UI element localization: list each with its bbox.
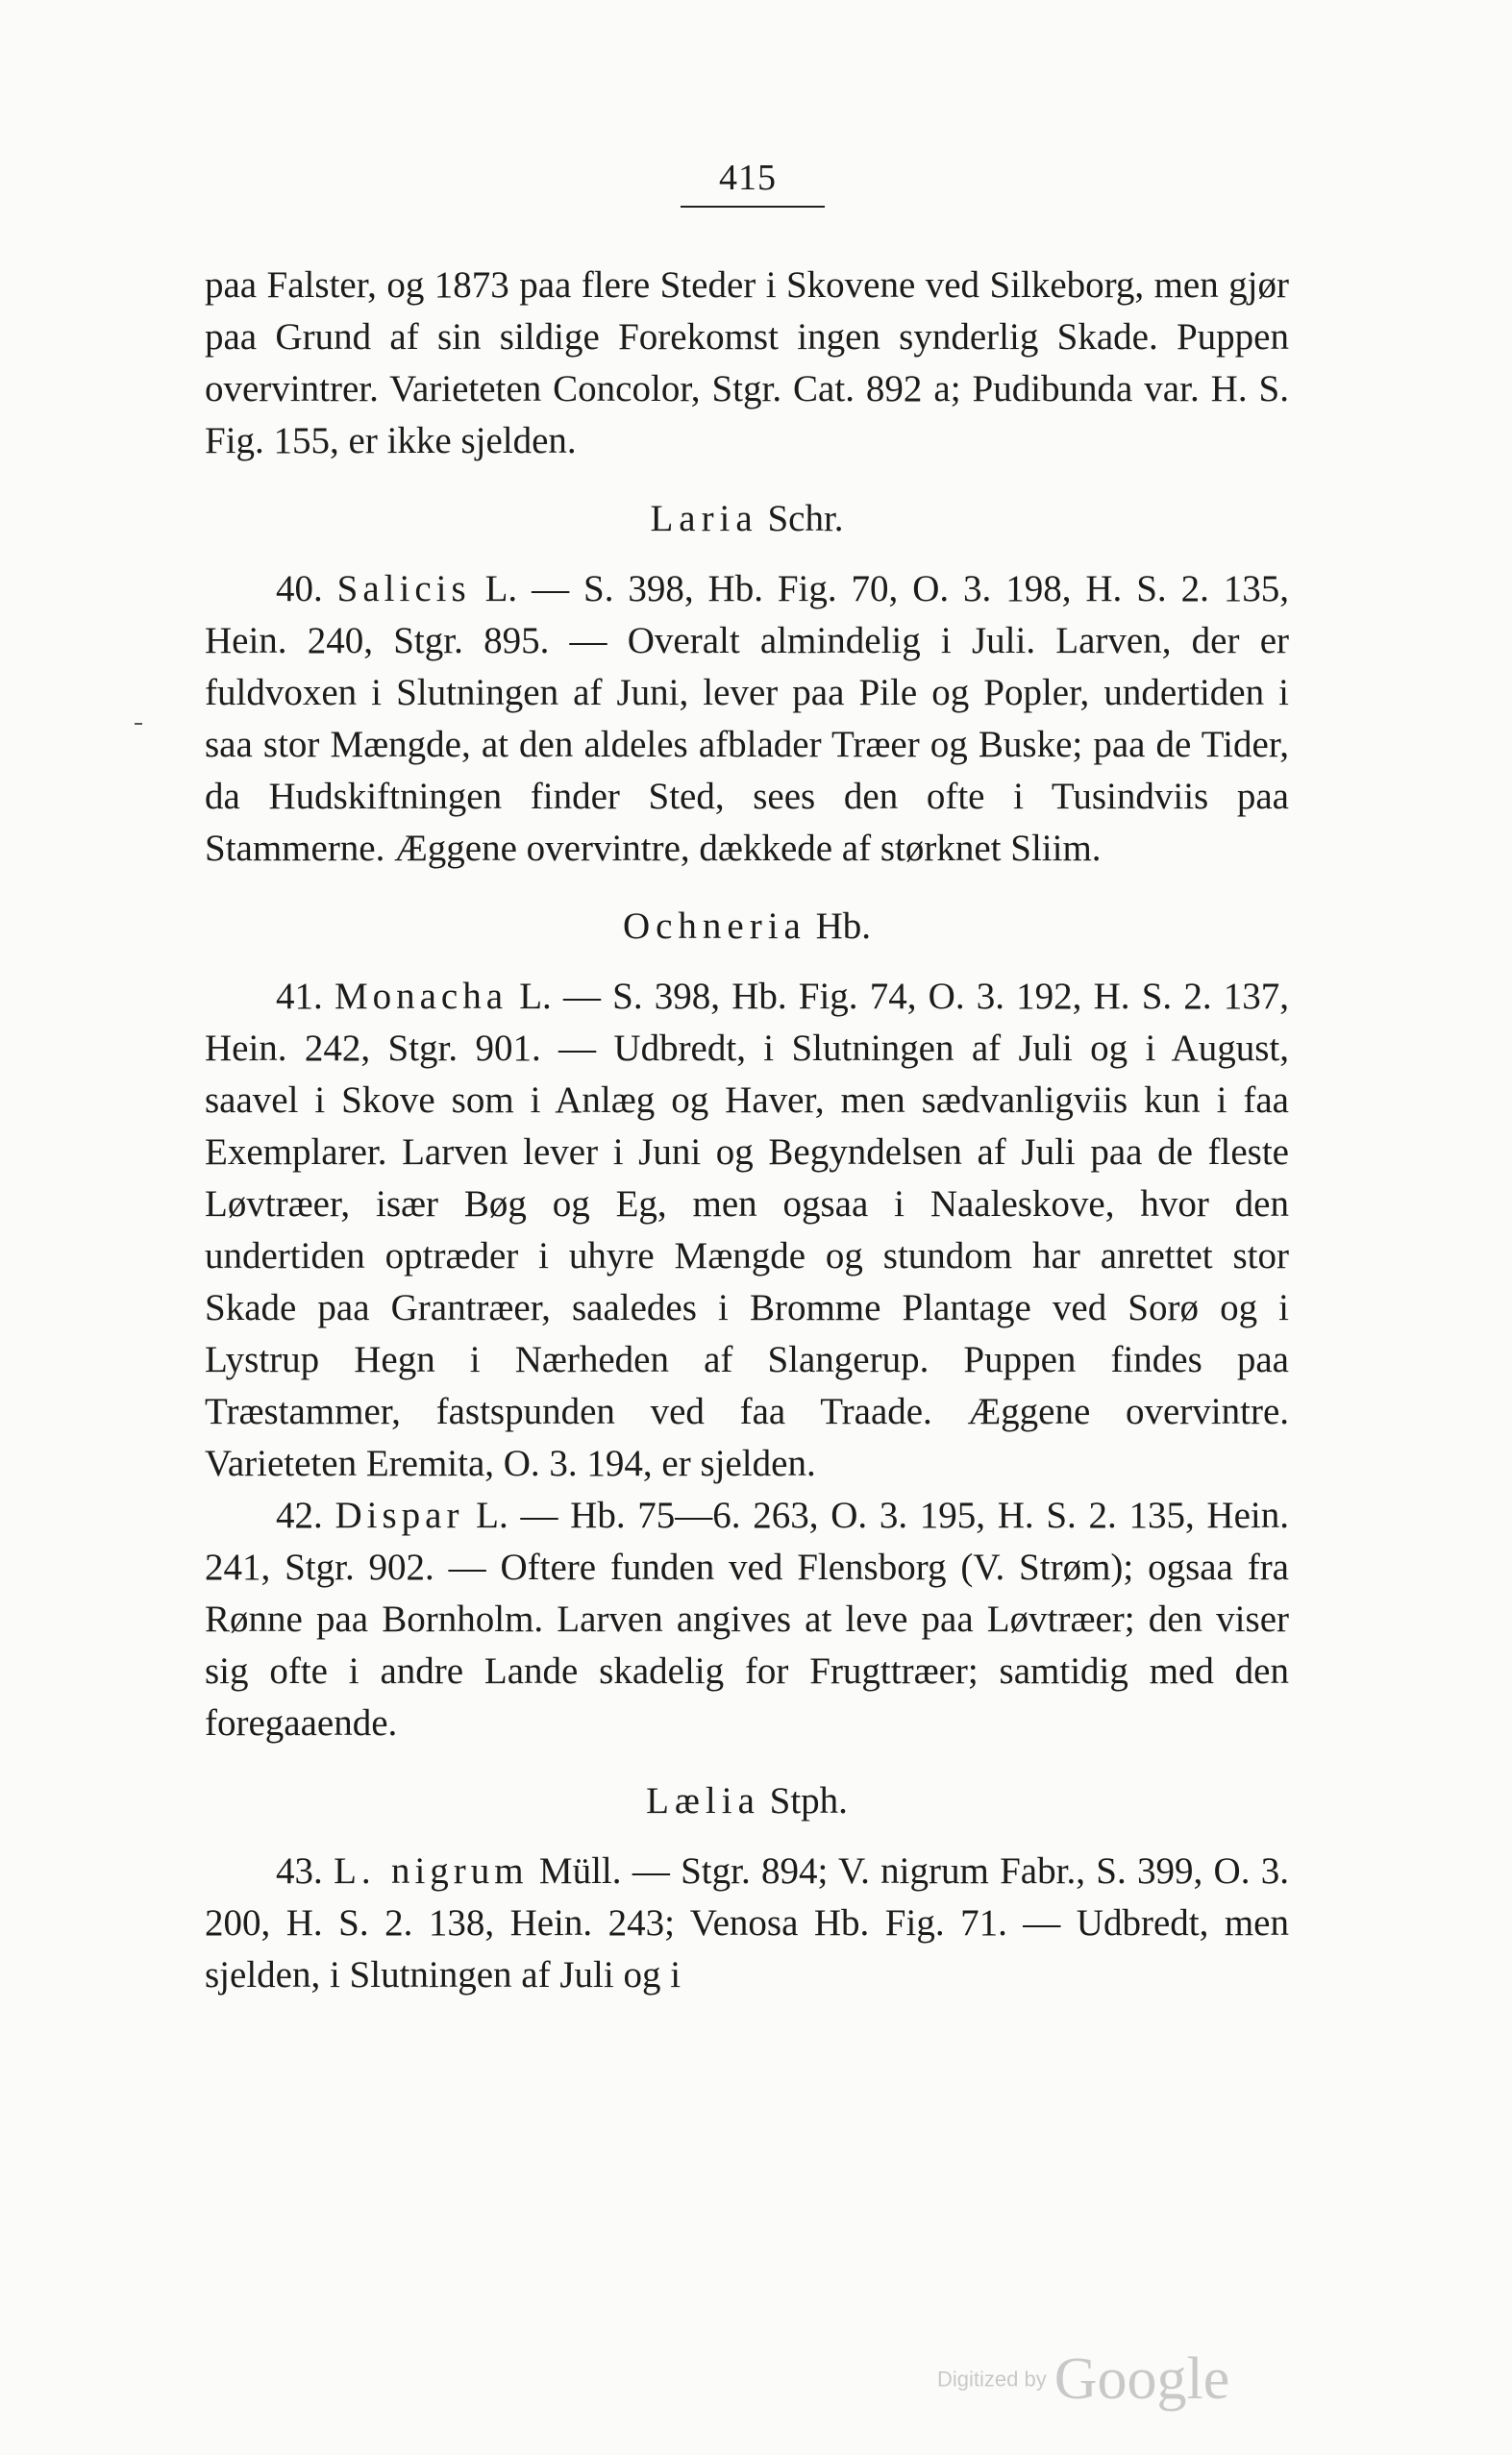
- digitized-by-google-watermark: [937, 2345, 1229, 2414]
- species-entry-41: [205, 971, 1289, 1490]
- species-entry-40: [205, 563, 1289, 875]
- genus-author: Stph.: [769, 1780, 848, 1822]
- entry-text: L. — Hb. 75—6. 263, O. 3. 195, H. S. 2. 135, Hein. 241, Stgr. 902. — Oftere funden ved Flensborg (V. Strøm); ogsaa fra Rønne paa Bornholm. Larven angives at leve paa Løvtræer; den viser sig ofte i andre Lande skadelig for Frugttræer; samtidig med den foregaaende.: [205, 1495, 1289, 1744]
- entry-number: 42.: [276, 1495, 323, 1536]
- entry-text: L. — S. 398, Hb. Fig. 70, O. 3. 198, H. S. 2. 135, Hein. 240, Stgr. 895. — Overalt almindelig i Juli. Larven, der er fuldvoxen i Slutningen af Juni, lever paa Pile og Popler, undertiden i saa stor Mængde, at den aldeles afblader Træer og Buske; paa de Tider, da Hudskiftningen finder Sted, sees den ofte i Tusindviis paa Stammerne. Æggene overvintre, dækkede af størknet Sliim.: [205, 568, 1289, 869]
- species-entry-43: [205, 1846, 1289, 2001]
- genus-author: Schr.: [767, 498, 844, 539]
- watermark-logo-text: Google: [1053, 2346, 1230, 2412]
- watermark-small-text: Digitized by: [937, 2367, 1047, 2392]
- page-number-rule: [681, 206, 825, 208]
- entry-number: 40.: [276, 568, 323, 609]
- species-name: Salicis: [336, 568, 471, 609]
- genus-name: Laria: [650, 498, 758, 539]
- page-number: 415: [719, 158, 777, 198]
- genus-heading-ochneria: [205, 900, 1289, 954]
- text-column: [205, 260, 1289, 2001]
- margin-mark: [135, 723, 142, 725]
- paragraph-continuation: paa Falster, og 1873 paa flere Steder i Skovene ved Silkeborg, men gjør paa Grund af sin sildige Forekomst ingen synderlig Skade. Puppen overvintrer. Varieteten Concolor, Stgr. Cat. 892 a; Pudibunda var. H. S. Fig. 155, er ikke sjelden.: [205, 264, 1289, 461]
- genus-name: Ochneria: [622, 905, 806, 947]
- species-name: Monacha: [334, 976, 508, 1017]
- entry-text: L. — S. 398, Hb. Fig. 74, O. 3. 192, H. S. 2. 137, Hein. 242, Stgr. 901. — Udbredt, i Slutningen af Juli og i August, saavel i Skove som i Anlæg og Haver, men sædvanligviis kun i faa Exemplarer. Larven lever i Juni og Begyndelsen af Juli paa de fleste Løvtræer, især Bøg og Eg, men ogsaa i Naaleskove, hvor den undertiden optræder i uhyre Mængde og stundom har anrettet stor Skade paa Grantræer, saaledes i Bromme Plantage ved Sorø og i Lystrup Hegn i Nærheden af Slangerup. Puppen findes paa Træstammer, fastspunden ved faa Traade. Æggene overvintre. Varieteten Eremita, O. 3. 194, er sjelden.: [205, 976, 1289, 1484]
- species-name: L. nigrum: [334, 1850, 529, 1892]
- entry-number: 43.: [276, 1850, 323, 1892]
- genus-author: Hb.: [815, 905, 872, 947]
- species-name: Dispar: [335, 1495, 464, 1536]
- entry-text: Müll. — Stgr. 894; V. nigrum Fabr., S. 399, O. 3. 200, H. S. 2. 138, Hein. 243; Venosa Hb. Fig. 71. — Udbredt, men sjelden, i Slutningen af Juli og i: [205, 1850, 1290, 1996]
- genus-name: Lælia: [646, 1780, 760, 1822]
- genus-heading-laria: [205, 492, 1289, 546]
- entry-number: 41.: [276, 976, 323, 1017]
- species-entry-42: [205, 1490, 1289, 1749]
- genus-heading-laelia: [205, 1774, 1289, 1828]
